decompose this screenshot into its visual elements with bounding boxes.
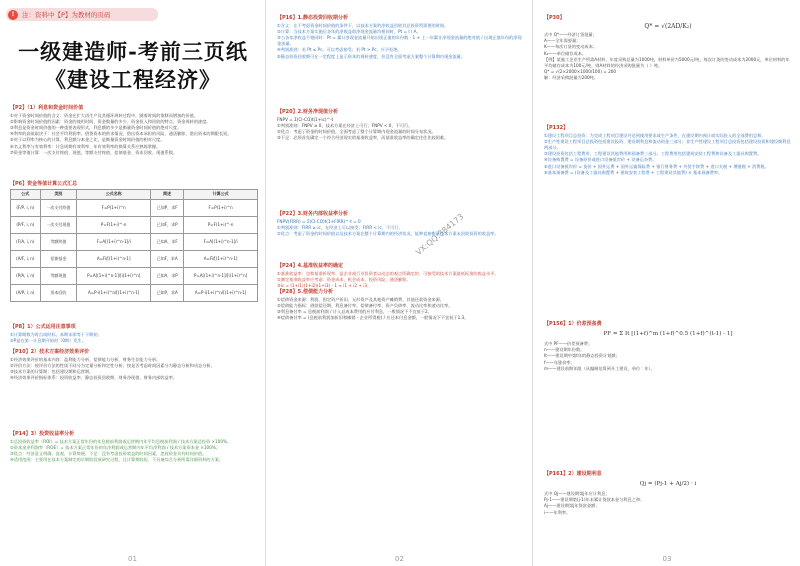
section-body [277, 219, 525, 238]
section-body [277, 23, 525, 60]
text-line: ⑤进口设备抵岸价 = 货价 + 国外运费 + 国外运输保险费 + 银行财务费 + 外贸手续费 + 进口关税 + 增值税 + 消费税。 [544, 163, 769, 169]
text-line: ②生产性建设工程项目总投资包括建设投资、建设期利息和流动资金三部分；非生产性建设工程项目总投资包括建设投资和建设期利息两部分。 [544, 138, 791, 150]
page-3 [534, 0, 800, 566]
section-body [544, 133, 792, 176]
text-line: ⑥基本预备费 = (设备及工器具购置费 + 建筑安装工程费 + 工程建设其他费) × 基本预备费率。 [544, 169, 723, 175]
text-line: ②测定基准收益率应考虑：资金成本、机会成本、投资风险、通货膨胀。 [277, 276, 411, 282]
text-line: ①含义：在不考虑资金时间价值的条件下，以技术方案的净收益回收其总投资所需要的时间。 [277, 22, 449, 28]
table-cell: 已知F，求A [151, 250, 184, 267]
text-line: 【例】某施工企业生产所需A材料，年度采购总量为1000吨，材料单价为5000元/吨，每次订货的变动成本为2000元，单位材料的年平均储存成本为100元/吨。则A材料的经济采购批量为（ ）吨。 [544, 56, 790, 69]
text-line: A——全年需要量； [544, 38, 581, 44]
table-row [11, 284, 258, 301]
section-heading: 【P10】2）技术方案经济效果评价 [10, 349, 90, 355]
section-evaluation [10, 348, 258, 381]
text-line: ②评价方法：按评价方法的性质不同分为定量分析和定性分析；按是否考虑时间因素分为静态分析和动态分析。 [10, 362, 215, 368]
section-heading: 【P2】（1）利息和资金时间价值 [10, 105, 84, 111]
section-body [10, 113, 258, 156]
warning-icon: ! [8, 10, 18, 20]
table-cell: F=A[(1+i)^n-1]/i [184, 233, 258, 250]
text-line: 式中 PF——价差预备费； [544, 341, 593, 346]
text-line: ②优点：考虑了资金的时间价值以及技术方案在整个计算期内的经济状况，能够直接衡量技术方案未回收投资的收益率。 [277, 230, 499, 236]
page-number: 03 [662, 555, 672, 563]
section-irr [277, 210, 525, 237]
note-banner [6, 8, 158, 21]
section-formula-table [10, 180, 258, 302]
section-interest [10, 104, 258, 156]
document-title-line1: 一级建造师-考前三页纸 [18, 39, 248, 64]
section-body [544, 341, 792, 372]
section-body [544, 491, 792, 516]
text-line: Pj-1——建设期第(j-1)年末累计贷款本金与利息之和； [544, 497, 645, 503]
table-cell: P=A[(1+i)^n-1]/[i(1+i)^n] [77, 267, 151, 284]
table-header-cell: 公式 [11, 189, 41, 199]
table-header-cell: 类别 [40, 189, 77, 199]
text-line: ④经济效果评价指标体系：投资收益率、静态投资回收期、财务净现值、财务内部收益率。 [10, 375, 178, 381]
table-header-cell: 公式名称 [77, 189, 151, 199]
text-line: K₂——单位储存成本。 [544, 50, 587, 56]
section-heading: 【P8】1）公式运用注意事项 [10, 324, 76, 330]
text-line: ②资本金净利润率（ROE）= 技术方案正常年份的年净利润或运营期内年平均净利润 / 技术方案资本金 ×100%。 [10, 444, 221, 450]
section-heading: 【P16】1.静态投资回收期分析 [277, 15, 349, 21]
text-line: It——建设期中第t年的静态投资计划额； [544, 353, 620, 359]
table-cell: F=P(1+i)^n [184, 199, 258, 216]
table-cell: 等额现值 [40, 267, 77, 284]
section-body [10, 357, 258, 382]
text-line: ③技术方案的计算期：包括建设期和运营期。 [10, 368, 94, 374]
table-cell: (P/A, i, n) [11, 267, 41, 284]
text-line: ③ic = (1+i1)(1+i2)(1+i3) - 1 ≈ i1 + i2 + i3。 [277, 282, 372, 288]
section-body [10, 332, 258, 344]
page-1 [0, 0, 266, 566]
section-heading: 【P20】2.财务净现值分析 [277, 109, 339, 115]
section-body [10, 439, 258, 464]
section-body [277, 117, 525, 142]
table-cell: (F/P, i, n) [11, 199, 41, 216]
text-line: K——每次订货的变动成本； [544, 44, 597, 50]
text-line: ②优点：考虑了资金的时间价值，全面考虑了整个计算期内现金流量的时间分布状况。 [277, 128, 436, 134]
text-line: ④适用范围：主要用在技术方案制定的早期阶段或研究过程，且计算期较短、不具备综合分析所需详细资料的方案。 [10, 457, 224, 463]
section-solvency [277, 288, 525, 321]
table-cell: 一次支付现值 [40, 216, 77, 233]
section-investment [544, 124, 792, 176]
section-payback [277, 14, 525, 60]
text-line: ①对于资金时间价值的含义：资金在扩大再生产及其循环周转过程中，随着时间的推移而增加的价值。 [10, 112, 199, 118]
table-cell: F=P(1+i)^n [77, 199, 151, 216]
section-heading: 【P24】4.基准收益率的确定 [277, 263, 344, 269]
text-line: ④利率的高低取决于：社会平均利润率、借贷资本的供求情况、借出资本承担的风险、通货膨胀、借出资本的期限长短。 [10, 131, 232, 137]
table-cell: 资本回收 [40, 284, 77, 301]
text-line: ⑥名义利率与有效利率：计息周期有效利率、年有效利率的换算关系应熟练掌握。 [10, 143, 161, 149]
section-body [544, 32, 792, 82]
table-cell: F=A[(1+i)^n-1]/i [77, 233, 151, 250]
text-line: Q* = √(2×2000×1000/100) = 200 [544, 69, 617, 75]
text-line: ①基准收益率：也称基准折现率，是企业或行业投资者以动态的观点所确定的、可接受的技术方案最低标准的收益水平。 [277, 270, 499, 276]
table-header-cell: 简述 [151, 189, 184, 199]
text-line: ④偿债备付率 = (息税前利润加折旧和摊销 - 企业所得税) / 应还本付息金额，一般情况下不宜低于1.3。 [277, 315, 469, 321]
page-number: 01 [128, 555, 137, 563]
text-line: ④设备购置费 = 设备原价或进口设备抵岸价 + 设备运杂费。 [544, 157, 657, 163]
section-body [277, 271, 525, 290]
table-row [11, 267, 258, 284]
text-line: ③不足：必须首先确定一个符合经济现实的基准收益率，而基准收益率的确定往往比较困难。 [277, 135, 449, 141]
table-cell: P=A[(1+i)^n-1]/[i(1+i)^n] [184, 267, 258, 284]
section-notes [10, 323, 258, 344]
pf-formula: PF = Σ It [(1+f)^m (1+f)^0.5 (1+f)^(t-1) - 1] [603, 331, 733, 337]
table-cell: (P/F, i, n) [11, 216, 41, 233]
text-line: ②计算：当技术方案实施后各年的净收益即净现金流量均相同时，Pt = I / A。 [277, 28, 421, 34]
text-line: ①偿债资金来源：利润、固定资产折旧、无形资产及其他资产摊销费、其他还款资金来源。 [277, 296, 445, 302]
table-cell: (F/A, i, n) [11, 233, 41, 250]
section-price-contingency [544, 320, 792, 372]
table-cell: A=Fi/[(1+i)^n-1] [77, 250, 151, 267]
table-row [11, 199, 258, 216]
table-cell: (A/P, i, n) [11, 284, 41, 301]
table-cell: 已知A，求F [151, 233, 184, 250]
text-line: n——建设期年份数； [544, 347, 585, 353]
table-cell: (A/F, i, n) [11, 250, 41, 267]
table-cell: 偿债基金 [40, 250, 77, 267]
section-heading: 【P132】 [544, 125, 569, 131]
text-line: ②P是在第一计息期开始时（0期）发生。 [10, 337, 86, 343]
text-line: 式中 Q*——经济订货批量； [544, 32, 597, 37]
watermark-text: VX:QQ:384173 [414, 211, 466, 258]
interest-formula: Qj = (Pj-1 + Aj/2) · i [639, 481, 697, 487]
table-cell: P=F(1+i)^-n [77, 216, 151, 233]
text-line: ②影响资金时间价值的因素：资金的使用时间、资金数量的多少、资金投入和回收的特点、资金周转的速度。 [10, 118, 211, 124]
table-cell: 已知F，求P [151, 216, 184, 233]
text-line: ④判别准则：若 Pt ≤ Pc，可以考虑接受；若 Pt > Pc，应予拒绝。 [277, 47, 402, 53]
banner-text: 注：资料中【P】为教材的页码 [22, 11, 111, 19]
text-line: 解：经济采购批量为200吨。 [544, 75, 599, 81]
text-line: ③建设投资包括工程费用、工程建设其他费用和预备费三部分。工程费用包括建筑安装工程费和设备及工器具购置费。 [544, 151, 762, 157]
table-header-cell: 计算公式 [184, 189, 258, 199]
section-heading: 【P156】1）价差预备费 [544, 321, 602, 327]
text-line: ①总投资收益率（ROI）= 技术方案正常年份的年息税前利润或运营期内年平均息税前利润 / 技术方案总投资 ×100%。 [10, 438, 232, 444]
table-cell: 已知A，求P [151, 267, 184, 284]
table-cell: P=F(1+i)^-n [184, 216, 258, 233]
table-cell: A=P·i(1+i)^n/[(1+i)^n-1] [184, 284, 258, 301]
text-line: ③优点：经济意义明确、直观，计算简便。不足：没有考虑投资收益的时间因素，忽视资金具有时间价值。 [10, 450, 207, 456]
section-heading: 【P161】2）建设期利息 [544, 471, 602, 477]
section-heading: 【P14】3）投资收益率分析 [10, 431, 75, 437]
table-cell: A=Fi/[(1+i)^n-1] [184, 250, 258, 267]
text-line: ①判别准则：FIRR ≥ ic，在经济上可以接受；FIRR < ic，不可行。 [277, 224, 403, 230]
formula-table [10, 189, 258, 302]
text-line: ①建设工程项目总投资：为完成工程项目建设并达到使用要求或生产条件，在建设期内预计或实际投入的全部费用总和。 [544, 132, 766, 138]
text-line: f——年涨价率； [544, 359, 575, 365]
text-line: ①计算期数为时点或时标，本期末即等于下期初。 [10, 331, 102, 337]
section-eoq [544, 14, 792, 82]
text-line: ⑦资金等值计算：一次支付终值、现值，等额支付终值、偿债基金、资本回收、现值系数。 [10, 149, 178, 155]
table-cell: 已知P，求F [151, 199, 184, 216]
table-heading: 【P6】资金等值计算公式汇总 [10, 181, 78, 187]
text-line: Aj——建设期第j年贷款金额； [544, 503, 600, 509]
text-line: 式中 Qj——建设期第j年应计利息； [544, 491, 610, 496]
section-body [277, 297, 525, 322]
document-title-line2: 《建设工程经济》 [45, 67, 221, 92]
page-number: 02 [395, 555, 404, 563]
section-heading: 【P28】5.偿债能力分析 [277, 289, 334, 295]
text-line: ③利息备付率 = 息税前利润 / 计入总成本费用的应付利息，一般情况下不宜低于2。 [277, 308, 432, 314]
text-line: ③利息是资金时间价值的一种重要表现形式，利息额的多少是衡量资金时间价值的绝对尺度。 [10, 124, 182, 130]
table-cell: A=P·i(1+i)^n/[(1+i)^n-1] [77, 284, 151, 301]
text-line: FNPV = Σ(CI-CO)t(1+ic)^-t [277, 116, 334, 122]
eoq-formula: Q* = √(2AD/K₂) [644, 23, 692, 30]
text-line: ①经济效果评价的基本内容：盈利能力分析、偿债能力分析、财务生存能力分析。 [10, 356, 161, 362]
text-line: ③当各年净收益不相同时：Pt = 累计净现金流量开始出现正值的年份数 - 1 + 上一年累计净现金流量的绝对值 / 出现正值年份的净现金流量。 [277, 34, 522, 47]
table-cell: 等额终值 [40, 233, 77, 250]
table-row [11, 233, 258, 250]
page-2 [267, 0, 533, 566]
table-row [11, 250, 258, 267]
text-line: FNPV(FIRR) = Σ(CI-CO)t(1+FIRR)^-t = 0 [277, 218, 361, 224]
table-row [11, 216, 258, 233]
table-cell: 已知P，求A [151, 284, 184, 301]
section-roi [10, 430, 258, 463]
text-line: m——建设前期年限（从编制估算到开工建设，单位：年）。 [544, 365, 655, 371]
section-heading: 【P22】3.财务内部收益率分析 [277, 211, 349, 217]
section-construction-interest [544, 470, 792, 516]
text-line: ⑤静态投资回收期可在一定程度上显示资本的周转速度，但没有全面考虑方案整个计算期内现金流量。 [277, 53, 466, 59]
section-benchmark [277, 262, 525, 289]
text-line: ②偿债能力指标：借款偿还期、利息备付率、偿债备付率、资产负债率、流动比率和速动比率。 [277, 302, 453, 308]
section-heading: 【P30】 [544, 15, 565, 21]
section-npv [277, 108, 525, 141]
text-line: i——年利率。 [544, 509, 571, 515]
table-cell: 一次支付终值 [40, 199, 77, 216]
text-line: ①判别准则：FNPV ≥ 0，技术方案在经济上可行；FNPV < 0，不可行。 [277, 122, 413, 128]
text-line: ⑤对于以利率为核心的计算，利息额与本金之比，是衡量资金时间价值的相对尺度。 [10, 137, 165, 143]
